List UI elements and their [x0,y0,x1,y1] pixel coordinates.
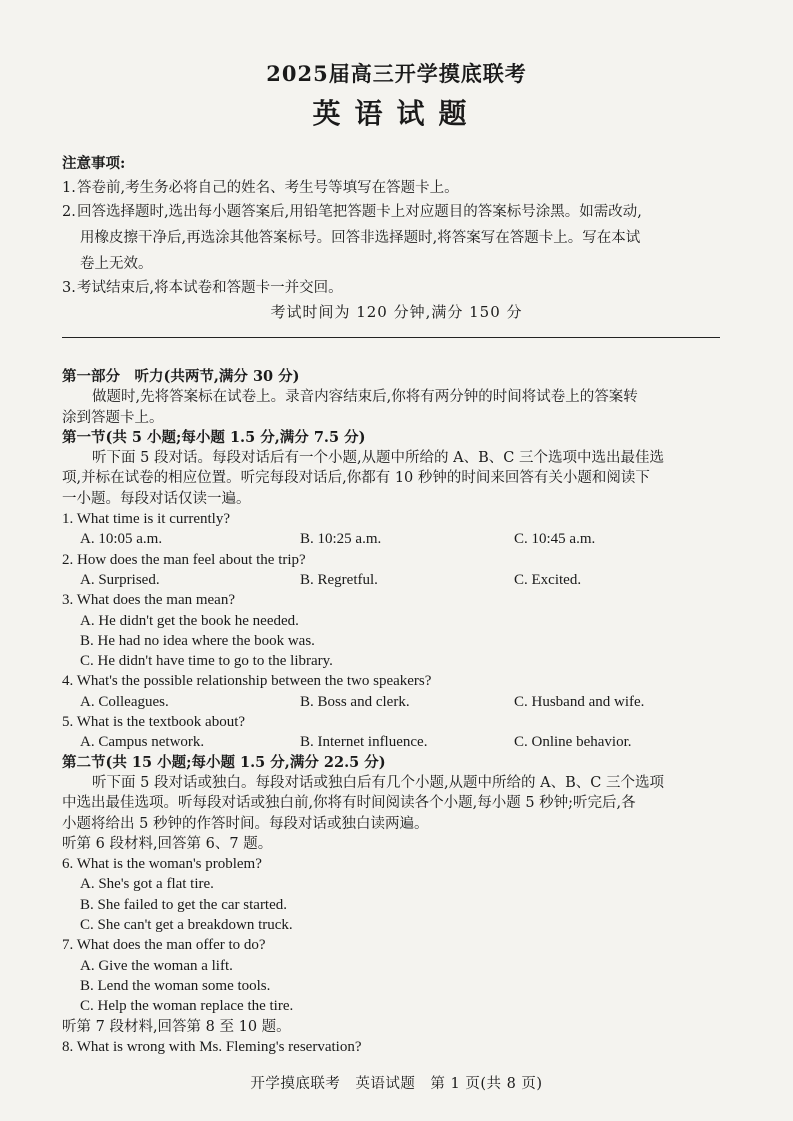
section1-instruction: 听下面 5 段对话。每段对话后有一个小题,从题中所给的 A、B、C 三个选项中选出最佳选 [92,450,664,467]
option-b: B. Lend the woman some tools. [80,977,271,994]
note-text: 考试结束后,将本试卷和答题卡一并交回。 [77,280,343,296]
option-b: B. Internet influence. [300,734,428,751]
option-b: B. Regretful. [300,571,378,588]
question-2-options [62,570,732,590]
exam-content [62,367,732,1057]
question-4-stem: 4. What's the possible relationship between the two speakers? [62,673,432,690]
option-c: C. Excited. [514,571,582,588]
option-c: C. Husband and wife. [514,693,645,710]
question-5-options [62,732,732,752]
option-b: B. She failed to get the car started. [80,896,288,913]
part1-heading: 第一部分 听力(共两节,满分 30 分) [62,368,300,385]
option-a: A. Surprised. [80,571,160,588]
exam-title: 2025届高三开学摸底联考 [266,61,527,86]
option-c: C. 10:45 a.m. [514,531,596,548]
option-c: C. She can't get a breakdown truck. [80,917,293,934]
question-8-stem: 8. What is wrong with Ms. Fleming's reservation? [62,1038,362,1055]
note-text-cont: 卷上无效。 [80,256,153,272]
option-b: B. Boss and clerk. [300,693,410,710]
option-c: C. Online behavior. [514,734,632,751]
note-text: 回答选择题时,选出每小题答案后,用铅笔把答题卡上对应题目的答案标号涂黑。如需改动, [77,204,642,220]
question-4-options [62,692,732,712]
note-num: 2. [62,204,76,220]
question-7-stem: 7. What does the man offer to do? [62,937,266,954]
part1-instruction: 做题时,先将答案标在试卷上。录音内容结束后,你将有两分钟的时间将试卷上的答案转 [92,389,638,406]
option-a: A. 10:05 a.m. [80,531,163,548]
page-footer: 开学摸底联考 英语试题 第 1 页(共 8 页) [250,1076,543,1092]
option-b: B. He had no idea where the book was. [80,632,315,649]
option-a: A. Give the woman a lift. [80,957,233,974]
question-3-stem: 3. What does the man mean? [62,592,235,609]
option-a: A. She's got a flat tire. [80,876,214,893]
option-a: A. Colleagues. [80,693,169,710]
question-2-stem: 2. How does the man feel about the trip? [62,551,306,568]
section2-instruction: 听下面 5 段对话或独白。每段对话或独白后有几个小题,从题中所给的 A、B、C 三个选项 [92,774,664,791]
option-b: B. 10:25 a.m. [300,531,382,548]
note-item-2 [62,202,732,274]
option-a: A. He didn't get the book he needed. [80,612,299,629]
option-c: C. Help the woman replace the tire. [80,998,294,1015]
section1-heading: 第一节(共 5 小题;每小题 1.5 分,满分 7.5 分) [62,428,366,446]
notes-section [62,154,732,298]
subject-title: 英语试题 [312,97,481,130]
question-1-options [62,529,732,549]
section1-instruction-cont: 一小题。每段对话仅读一遍。 [62,490,251,507]
question-6-stem: 6. What is the woman's problem? [62,856,262,873]
material-7-instruction: 听第 7 段材料,回答第 8 至 10 题。 [62,1018,291,1035]
part1-instruction-cont: 涂到答题卡上。 [62,409,164,426]
notes-heading: 注意事项: [62,155,126,172]
question-1-stem: 1. What time is it currently? [62,511,231,528]
section2-instruction-cont: 小题将给出 5 秒钟的作答时间。每段对话或独白读两遍。 [62,815,429,832]
section2-heading: 第二节(共 15 小题;每小题 1.5 分,满分 22.5 分) [62,753,386,771]
section1-instruction-cont: 项,并标在试卷的相应位置。听完每段对话后,你都有 10 秒钟的时间来回答有关小题和阅读下 [62,470,650,487]
note-item-3 [62,278,732,298]
exam-time-info: 考试时间为 120 分钟,满分 150 分 [270,303,523,321]
note-text: 答卷前,考生务必将自己的姓名、考生号等填写在答题卡上。 [77,180,459,196]
note-num: 1. [62,180,76,196]
divider-line [62,337,720,338]
note-num: 3. [62,280,76,296]
note-text-cont: 用橡皮擦干净后,再选涂其他答案标号。回答非选择题时,将答案写在答题卡上。写在本试 [80,230,641,246]
note-item-1 [62,178,732,198]
option-a: A. Campus network. [80,734,205,751]
question-5-stem: 5. What is the textbook about? [62,714,246,731]
material-6-instruction: 听第 6 段材料,回答第 6、7 题。 [62,835,273,852]
option-c: C. He didn't have time to go to the library. [80,653,333,670]
section2-instruction-cont: 中选出最佳选项。听每段对话或独白前,你将有时间阅读各个小题,每小题 5 秒钟;听完后,各 [62,795,636,812]
